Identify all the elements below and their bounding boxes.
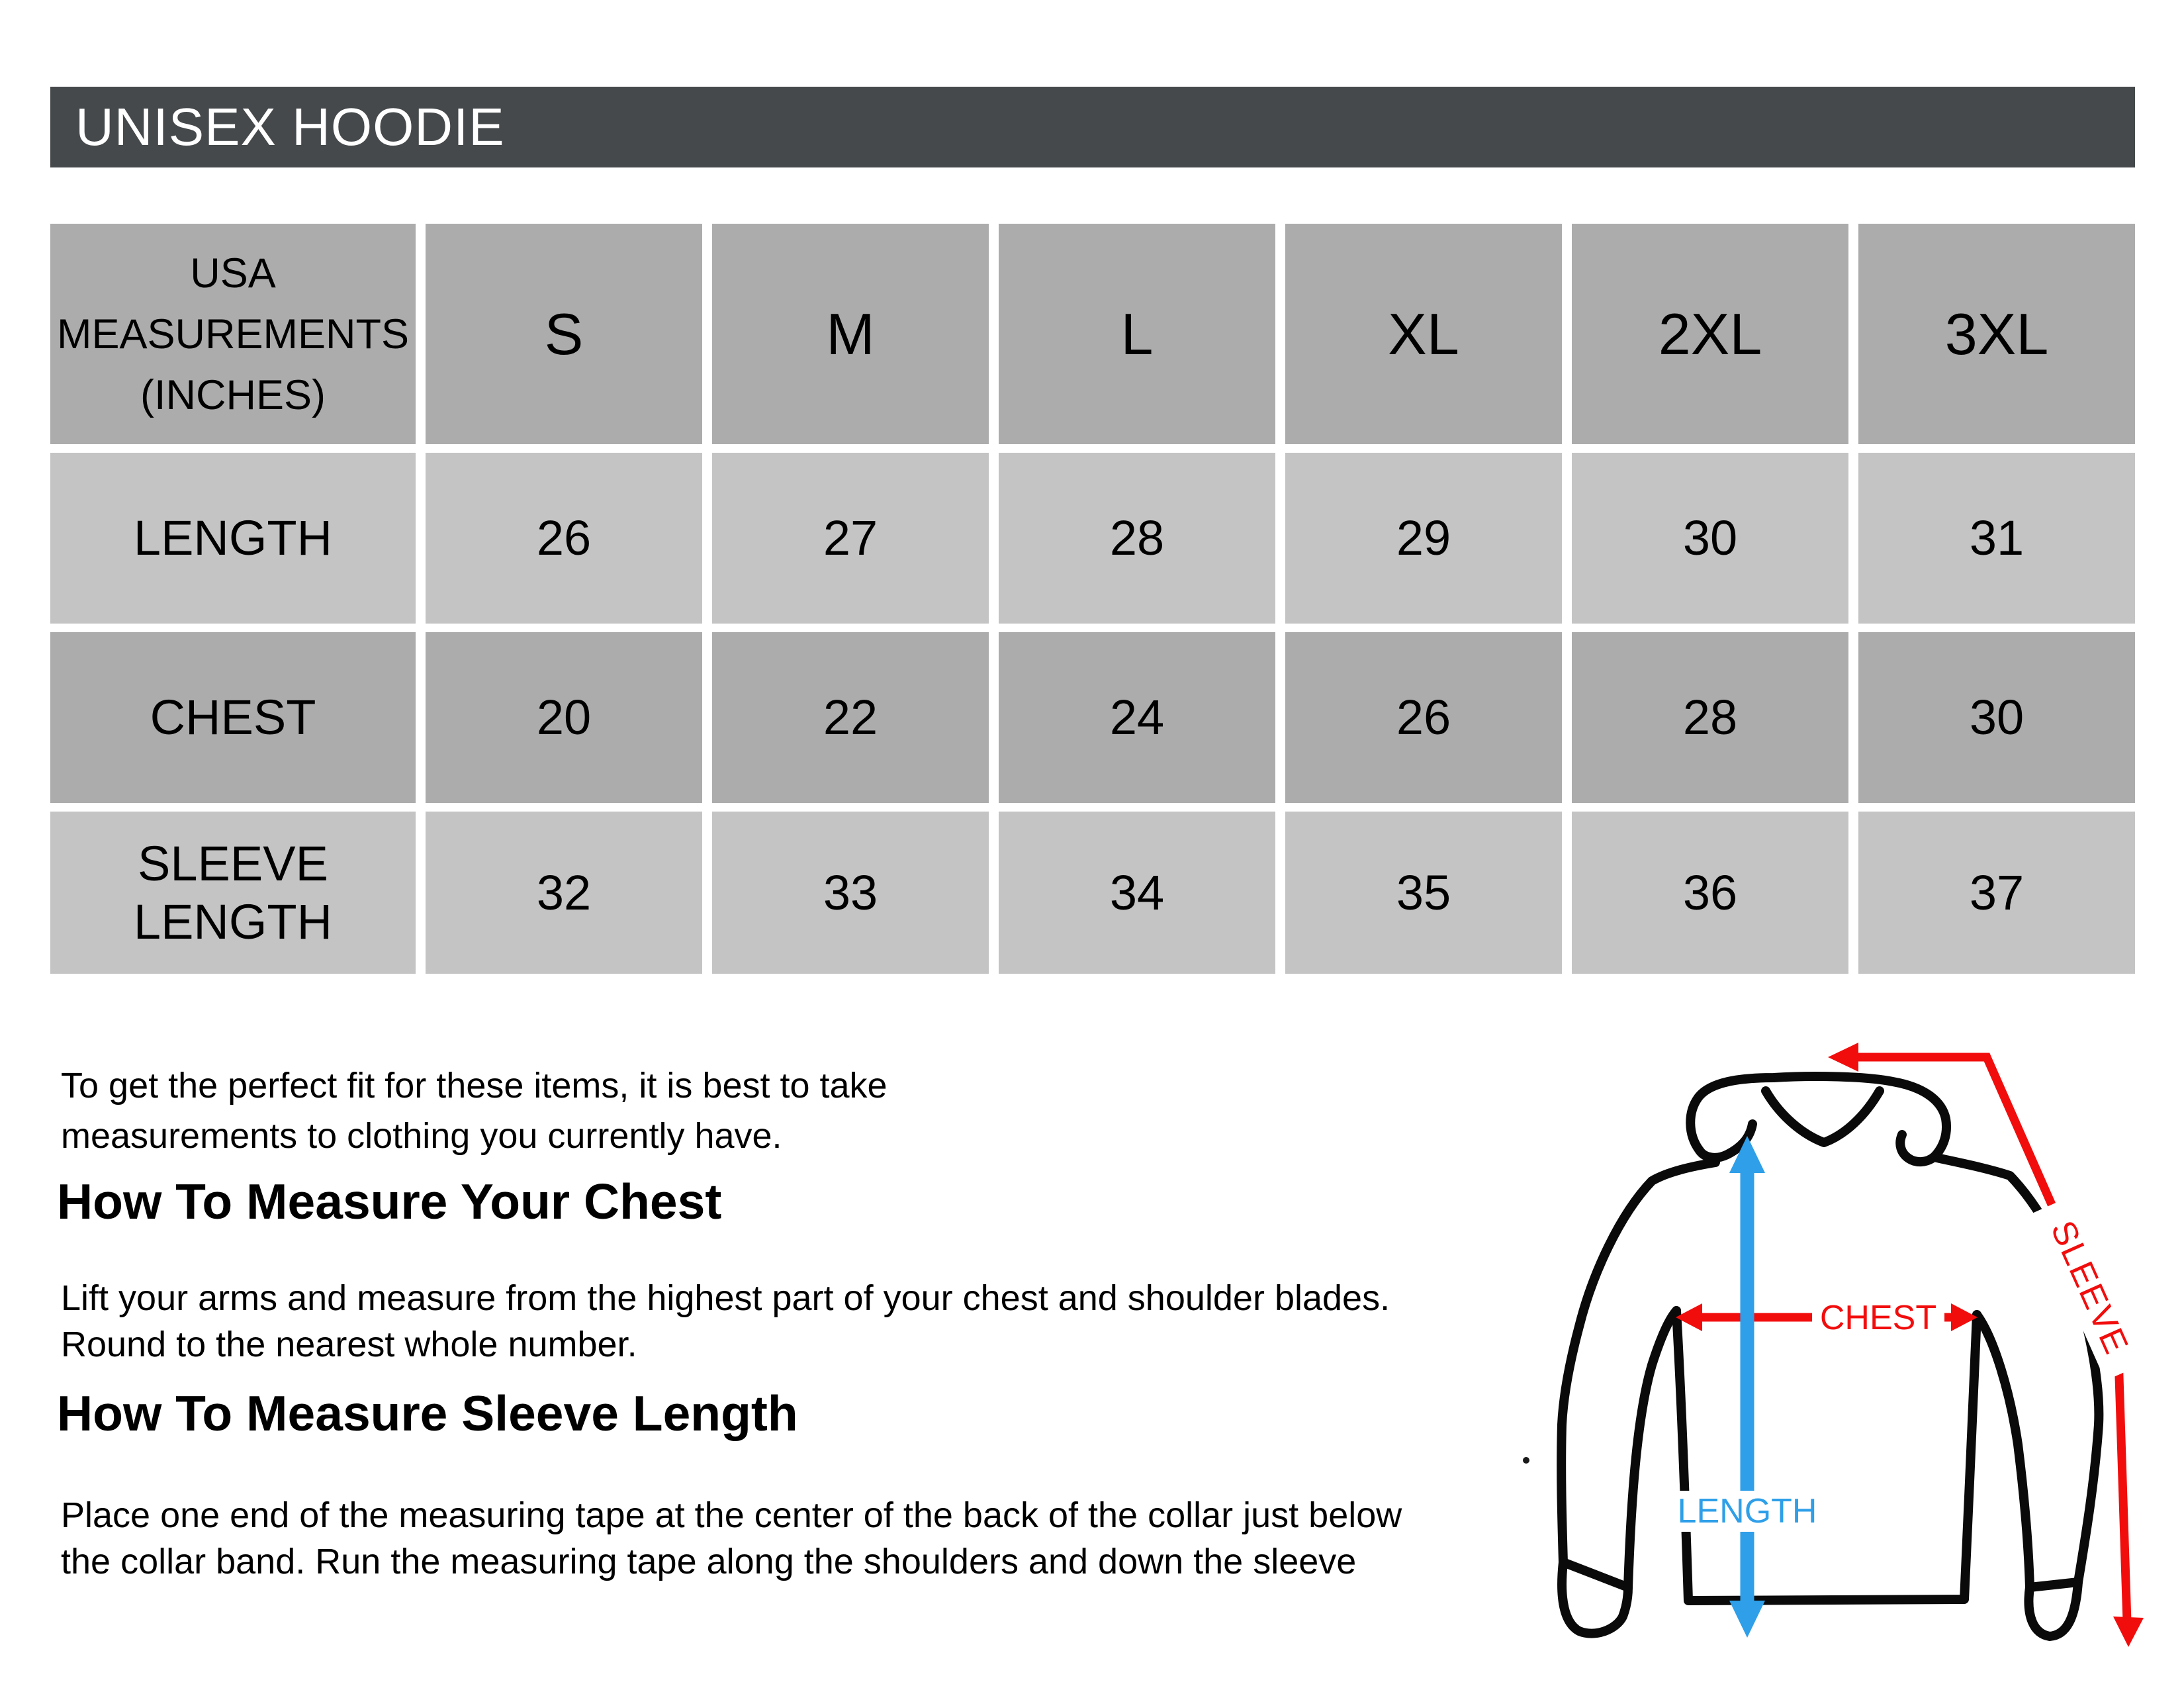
size-cell: 31 xyxy=(1858,453,2135,624)
size-cell: 26 xyxy=(426,453,702,624)
stray-dot xyxy=(1523,1457,1529,1464)
sleeve-instructions-line-2: the collar band. Run the measuring tape along the shoulders and down the sleeve xyxy=(61,1542,1357,1581)
sleeve-instructions xyxy=(61,1492,1402,1585)
chest-arrow xyxy=(1676,1296,1978,1338)
col-header-2xl: 2XL xyxy=(1572,224,1848,444)
size-cell: 30 xyxy=(1572,453,1848,624)
fit-intro-text xyxy=(61,1060,887,1161)
row-label-chest: CHEST xyxy=(50,632,416,803)
hoodie-diagram xyxy=(1522,993,2184,1688)
size-cell: 36 xyxy=(1572,812,1848,974)
col-header-3xl: 3XL xyxy=(1858,224,2135,444)
arrowhead-left-icon xyxy=(1828,1043,1858,1072)
size-cell: 29 xyxy=(1285,453,1562,624)
arrowhead-down-icon xyxy=(2113,1617,2144,1647)
corner-line-3: (INCHES) xyxy=(140,371,326,418)
size-cell: 20 xyxy=(426,632,702,803)
size-cell: 32 xyxy=(426,812,702,974)
table-corner-header xyxy=(50,224,416,444)
arrowhead-down-icon xyxy=(1729,1601,1765,1638)
corner-line-1: USA xyxy=(190,250,276,297)
col-header-s: S xyxy=(426,224,702,444)
fit-intro-line-1: To get the perfect fit for these items, it is best to take xyxy=(61,1066,887,1105)
size-cell: 24 xyxy=(999,632,1275,803)
chest-instructions-line-1: Lift your arms and measure from the highest part of your chest and shoulder blades. xyxy=(61,1278,1390,1318)
fit-intro-line-2: measurements to clothing you currently have. xyxy=(61,1116,782,1156)
size-cell: 28 xyxy=(999,453,1275,624)
size-table xyxy=(50,224,2135,974)
length-arrow xyxy=(1669,1136,1825,1638)
size-cell: 22 xyxy=(712,632,989,803)
size-cell: 33 xyxy=(712,812,989,974)
sleeve-instructions-line-1: Place one end of the measuring tape at the center of the back of the collar just below xyxy=(61,1495,1402,1535)
chest-heading: How To Measure Your Chest xyxy=(57,1174,722,1229)
chest-instructions-line-2: Round to the nearest whole number. xyxy=(61,1325,637,1364)
hoodie-outline xyxy=(1561,1076,2099,1636)
size-cell: 27 xyxy=(712,453,989,624)
chest-arrow-label: CHEST xyxy=(1819,1299,1937,1337)
size-cell: 28 xyxy=(1572,632,1848,803)
col-header-xl: XL xyxy=(1285,224,1562,444)
corner-line-2: MEASUREMENTS xyxy=(56,310,410,357)
row-label-sleeve-length: SLEEVE LENGTH xyxy=(50,812,416,974)
chest-instructions xyxy=(61,1275,1390,1368)
row-label-length: LENGTH xyxy=(50,453,416,624)
title-bar xyxy=(50,87,2135,167)
size-cell: 30 xyxy=(1858,632,2135,803)
size-cell: 26 xyxy=(1285,632,1562,803)
page-title: UNISEX HOODIE xyxy=(75,97,505,156)
length-arrow-label: LENGTH xyxy=(1677,1492,1817,1530)
sleeve-heading: How To Measure Sleeve Length xyxy=(57,1385,798,1441)
size-cell: 35 xyxy=(1285,812,1562,974)
size-cell: 34 xyxy=(999,812,1275,974)
col-header-l: L xyxy=(999,224,1275,444)
sleeve-arrow-label: SLEEVE xyxy=(2043,1215,2136,1361)
col-header-m: M xyxy=(712,224,989,444)
size-cell: 37 xyxy=(1858,812,2135,974)
